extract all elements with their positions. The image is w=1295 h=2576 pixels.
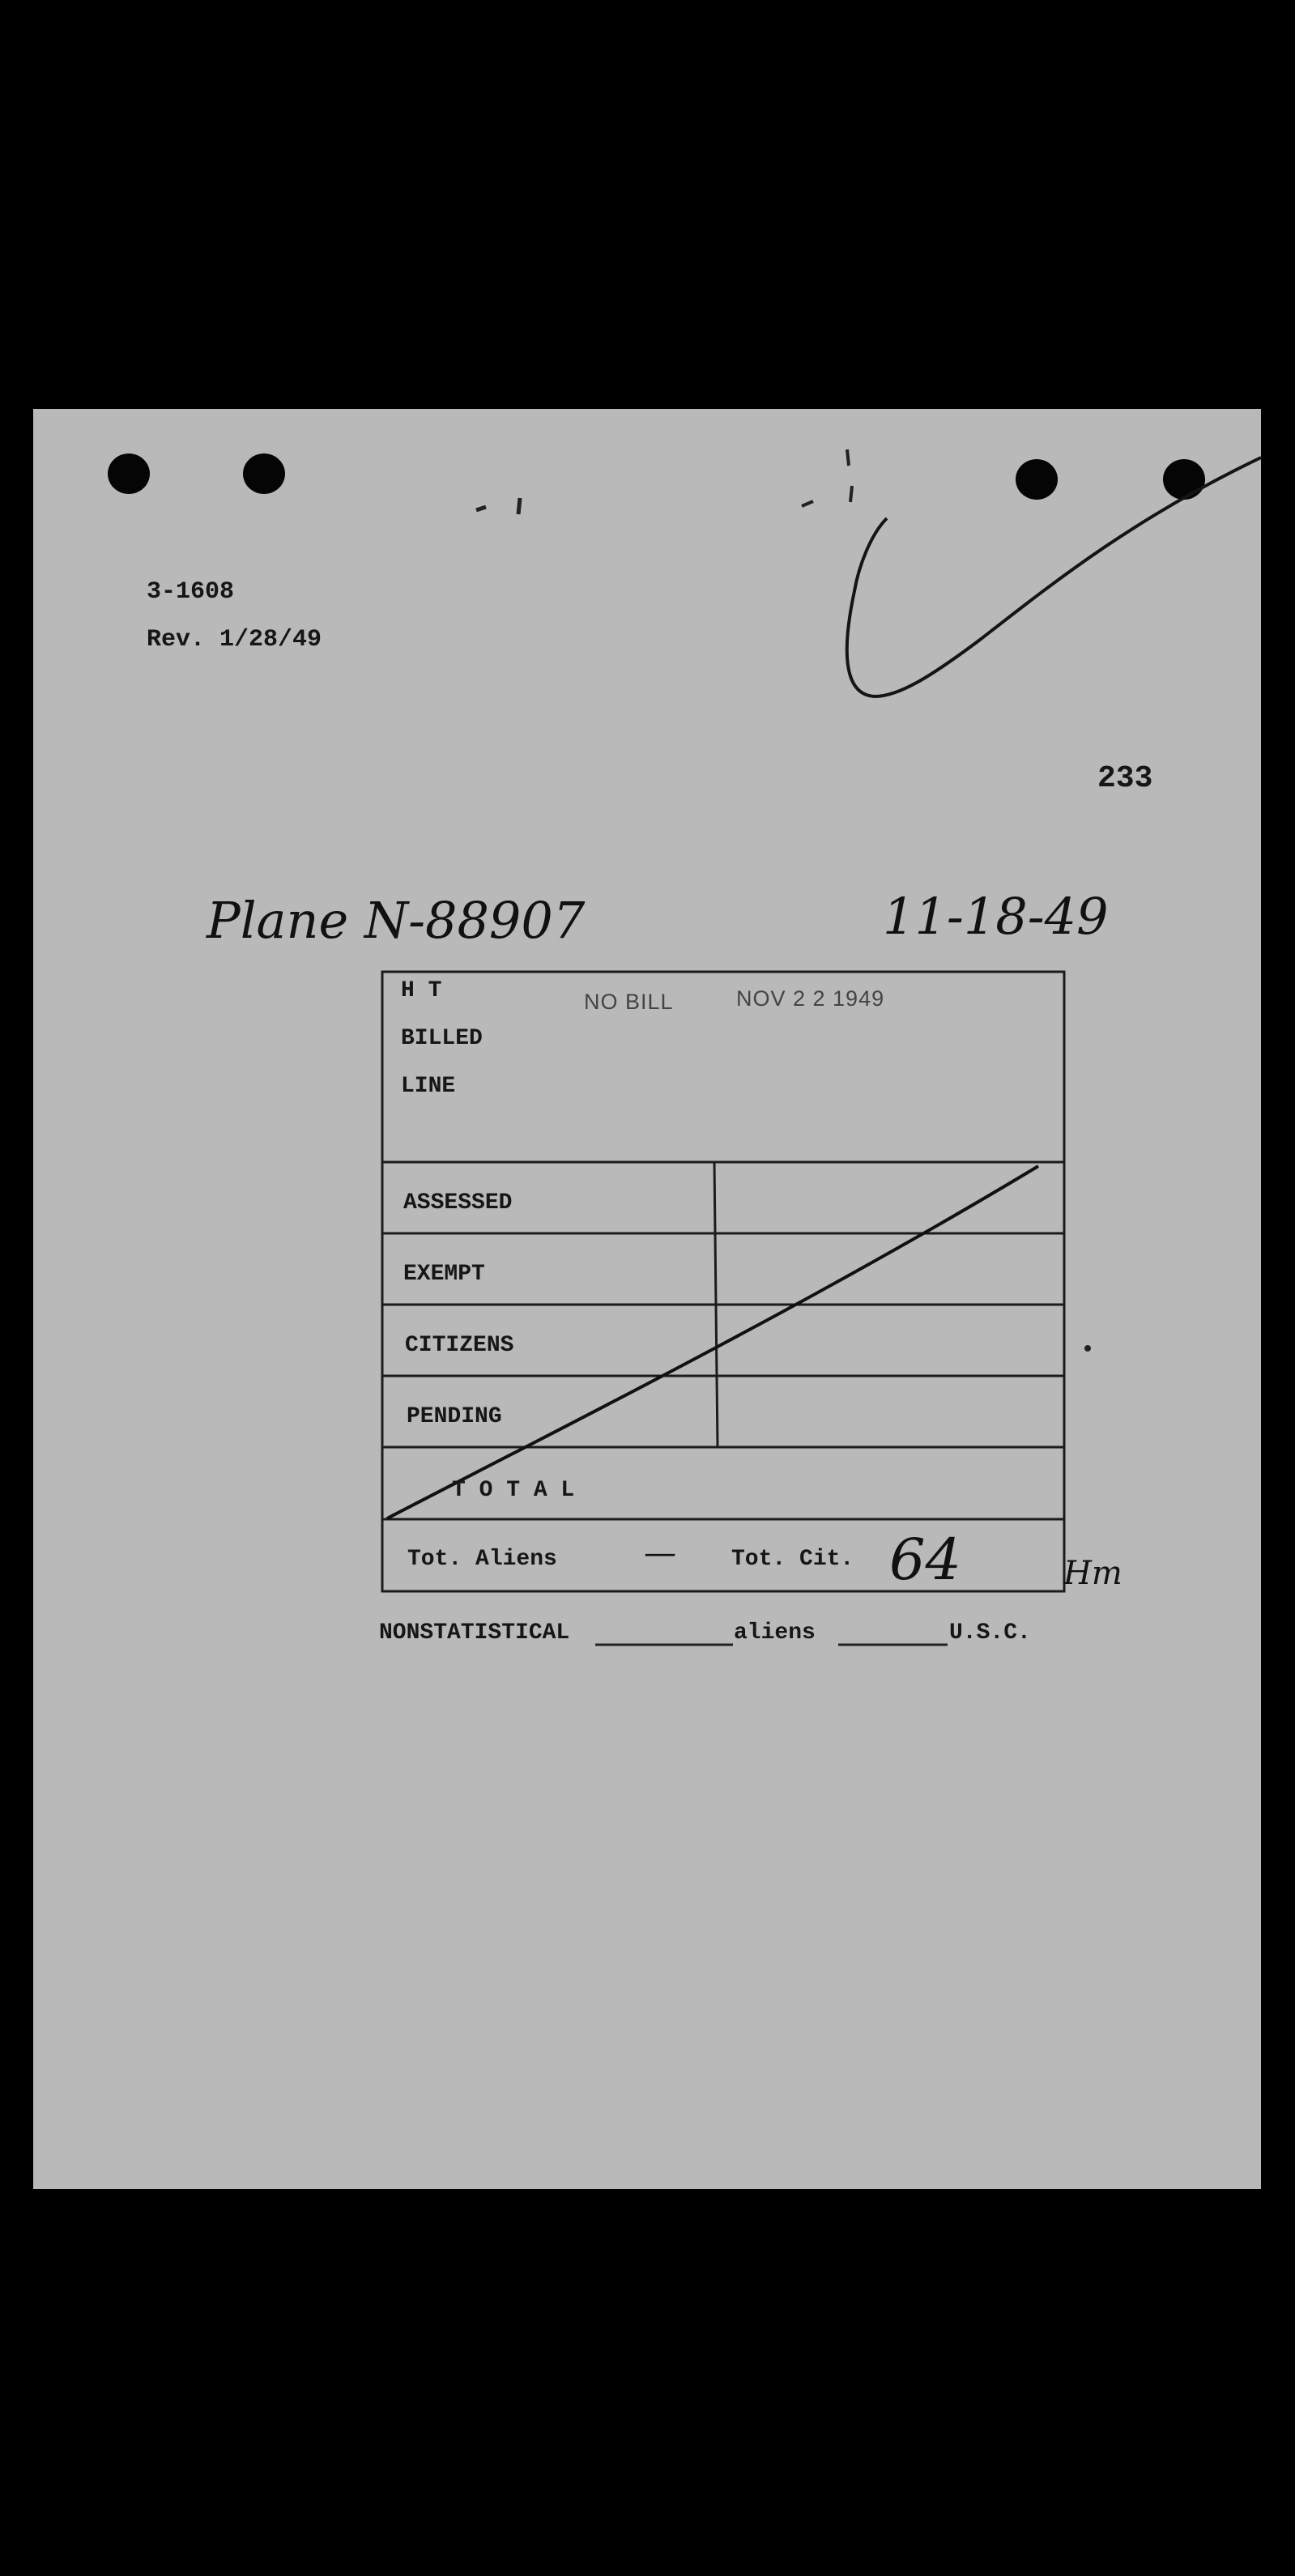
page-number: 233 xyxy=(1097,761,1153,796)
nonstatistical-label: NONSTATISTICAL xyxy=(379,1620,570,1646)
handwritten-initials: Hm xyxy=(1063,1555,1122,1592)
smudge-mark xyxy=(476,498,520,514)
tot-aliens-label: Tot. Aliens xyxy=(407,1547,557,1572)
handwritten-date: 11-18-49 xyxy=(883,887,1109,946)
handwritten-vessel: Plane N-88907 xyxy=(207,891,586,950)
no-bill-stamp: NO BILL xyxy=(584,990,674,1014)
total-label: T O T A L xyxy=(452,1478,575,1503)
row-exempt: EXEMPT xyxy=(403,1262,485,1287)
smudge-mark xyxy=(802,449,852,506)
form-number: 3-1608 xyxy=(147,578,235,606)
row-citizens: CITIZENS xyxy=(405,1333,514,1358)
tot-cit-value: 64 xyxy=(889,1526,962,1593)
header-line-billed: BILLED xyxy=(401,1026,483,1051)
header-line-ht: H T xyxy=(401,978,442,1003)
nonstatistical-usc: U.S.C. xyxy=(949,1620,1031,1646)
nonstatistical-aliens: aliens xyxy=(734,1620,816,1646)
tot-cit-label: Tot. Cit. xyxy=(731,1547,854,1572)
header-line-line: LINE xyxy=(401,1074,456,1099)
row-pending: PENDING xyxy=(407,1404,502,1429)
row-assessed: ASSESSED xyxy=(403,1190,513,1216)
revision-date: Rev. 1/28/49 xyxy=(147,626,322,654)
tot-aliens-dash: — xyxy=(644,1535,676,1572)
date-stamp: NOV 2 2 1949 xyxy=(736,986,885,1011)
pen-stroke xyxy=(847,458,1261,696)
